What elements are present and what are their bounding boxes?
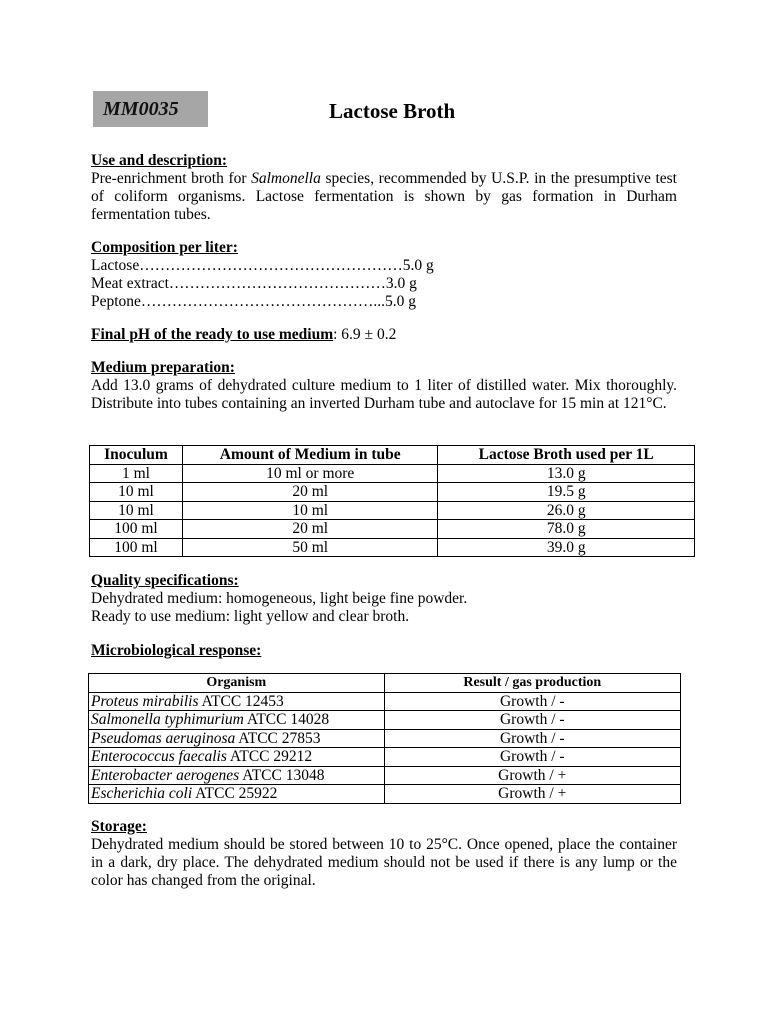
cell-amount: 50 ml (182, 538, 438, 557)
table-row (89, 711, 681, 730)
cell-organism (89, 711, 385, 730)
cell-amount: 10 ml or more (182, 464, 438, 483)
preparation-text: Add 13.0 grams of dehydrated culture medium to 1 liter of distilled water. Mix thoroughly. Distribute into tubes containing an inverted Durham tube and autoclave for 15 min at 121°C. (91, 377, 677, 412)
quality-line-dehydrated: Dehydrated medium: homogeneous, light beige fine powder. (91, 590, 468, 607)
header-broth-used: Lactose Broth used per 1L (438, 446, 695, 465)
table-row (89, 692, 681, 711)
cell-result: Growth / + (384, 785, 680, 804)
cell-amount: 10 ml (182, 501, 438, 520)
organism-species: Enterobacter aerogenes (91, 766, 240, 784)
document-title: Lactose Broth (329, 99, 456, 123)
cell-result: Growth / - (384, 711, 680, 730)
header-organism: Organism (89, 674, 385, 693)
cell-result: Growth / - (384, 748, 680, 767)
header-amount: Amount of Medium in tube (182, 446, 438, 465)
use-section (91, 152, 677, 224)
composition-section (91, 239, 677, 311)
cell-amount: 20 ml (182, 483, 438, 502)
organism-species: Salmonella typhimurium (91, 711, 244, 728)
cell-amount: 20 ml (182, 520, 438, 539)
organism-species: Enterococcus faecalis (91, 748, 227, 765)
storage-text: Dehydrated medium should be stored between 10 to 25°C. Once opened, place the container in a dark, dry place. The dehydrated medium should not be used if there is any lump or the color has changed from the original. (91, 836, 677, 889)
header-result: Result / gas production (384, 674, 680, 693)
cell-organism (89, 729, 385, 748)
cell-inoculum: 1 ml (90, 464, 183, 483)
cell-broth-used: 19.5 g (438, 483, 695, 502)
use-text-start: Pre-enrichment broth for (91, 170, 252, 187)
cell-broth-used: 39.0 g (438, 538, 695, 557)
organism-strain: ATCC 29212 (226, 748, 313, 765)
preparation-heading: Medium preparation: (91, 359, 235, 376)
table-row (89, 766, 681, 785)
quality-line-ready: Ready to use medium: light yellow and clear broth. (91, 608, 410, 625)
use-text-genus: Salmonella (251, 170, 321, 187)
table-header-row (89, 674, 681, 693)
organism-species: Proteus mirabilis (91, 692, 199, 710)
composition-heading: Composition per liter: (91, 239, 238, 256)
use-text-end: species, recommended by U.S.P. in the presumptive test of coliform organisms. Lactose fermentation is shown by gas formation in Durham fermentation tubes. (91, 170, 677, 223)
cell-organism (89, 748, 385, 767)
organism-species: Escherichia coli (91, 785, 193, 802)
cell-inoculum: 10 ml (90, 483, 183, 502)
organism-strain: ATCC 25922 (192, 785, 278, 802)
inoculum-table (89, 445, 695, 557)
product-code-box: MM0035 (93, 91, 208, 127)
cell-inoculum: 10 ml (90, 501, 183, 520)
cell-broth-used: 13.0 g (438, 464, 695, 483)
composition-row-lactose: Lactose……………………………………………5.0 g (91, 257, 434, 274)
table-row (89, 748, 681, 767)
organism-strain: ATCC 12453 (198, 692, 284, 710)
cell-organism (89, 785, 385, 804)
organism-species: Pseudomas aeruginosa (91, 729, 236, 747)
cell-broth-used: 26.0 g (438, 501, 695, 520)
cell-result: Growth / + (384, 766, 680, 785)
cell-organism (89, 692, 385, 711)
cell-organism (89, 766, 385, 785)
cell-result: Growth / - (384, 729, 680, 748)
quality-heading: Quality specifications: (91, 572, 239, 589)
organism-strain: ATCC 14028 (243, 711, 330, 728)
table-row (89, 729, 681, 748)
cell-result: Growth / - (384, 692, 680, 711)
micro-heading: Microbiological response: (91, 642, 262, 659)
quality-section (91, 572, 677, 626)
storage-heading: Storage: (91, 818, 147, 835)
table-row (89, 785, 681, 804)
table-row (90, 464, 695, 483)
microbiological-table (88, 673, 681, 804)
cell-inoculum: 100 ml (90, 520, 183, 539)
composition-row-meat-extract: Meat extract……………………………………3.0 g (91, 275, 417, 292)
header-inoculum: Inoculum (90, 446, 183, 465)
table-row (90, 538, 695, 557)
ph-line (91, 326, 677, 344)
use-heading: Use and description: (91, 152, 228, 169)
micro-section-heading-wrap (91, 642, 677, 660)
composition-row-peptone: Peptone………………………………………...5.0 g (91, 293, 417, 310)
cell-broth-used: 78.0 g (438, 520, 695, 539)
storage-section (91, 818, 677, 890)
preparation-section (91, 359, 677, 413)
cell-inoculum: 100 ml (90, 538, 183, 557)
ph-label: Final pH of the ready to use medium (91, 326, 334, 343)
table-row (90, 501, 695, 520)
table-row (90, 520, 695, 539)
organism-strain: ATCC 27853 (235, 729, 321, 747)
table-row (90, 483, 695, 502)
ph-value: : 6.9 ± 0.2 (333, 326, 397, 343)
table-header-row (90, 446, 695, 465)
organism-strain: ATCC 13048 (239, 766, 325, 784)
